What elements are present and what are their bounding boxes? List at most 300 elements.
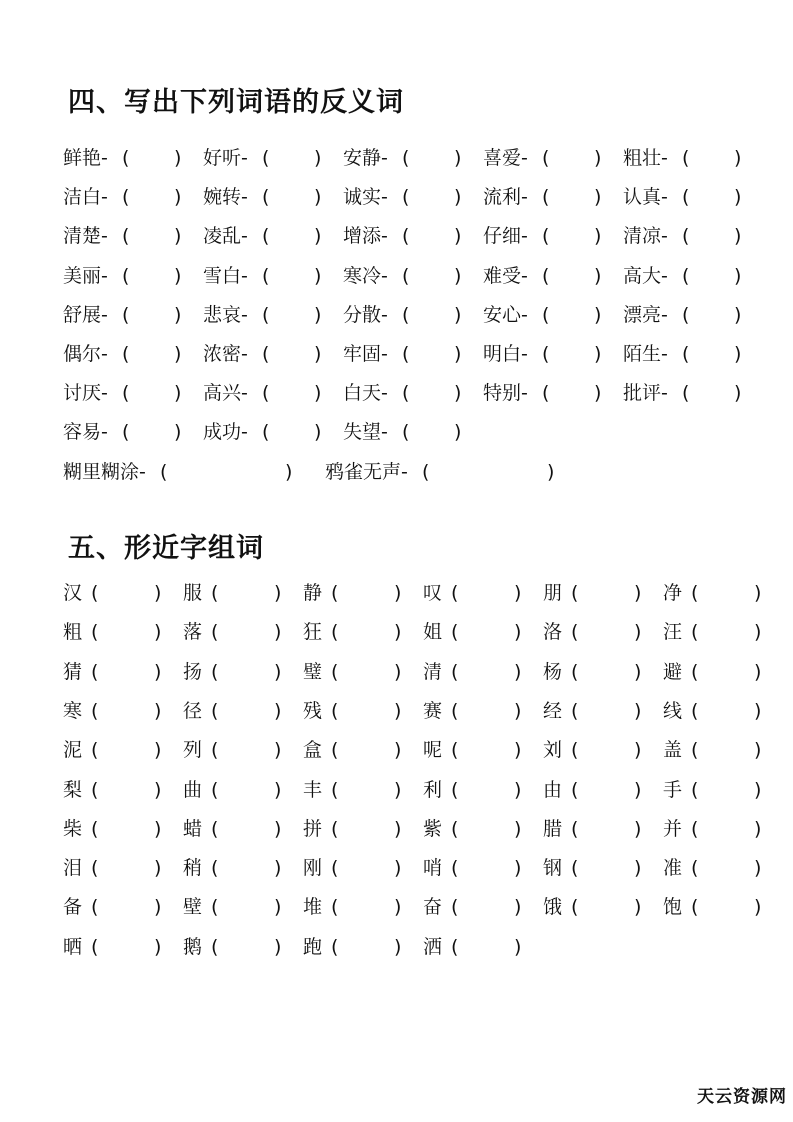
answer-blank[interactable] (465, 692, 513, 731)
antonym-word: 好听 (203, 147, 242, 169)
close-paren: ) (754, 896, 762, 919)
answer-blank[interactable] (133, 217, 173, 256)
idiom-item (325, 453, 565, 492)
answer-blank[interactable] (693, 217, 733, 256)
answer-blank[interactable] (273, 335, 313, 374)
antonym-item (203, 335, 338, 374)
open-paren: ( (211, 660, 219, 683)
close-paren: ) (754, 739, 762, 762)
close-paren: ) (394, 660, 402, 683)
close-paren: ) (734, 264, 742, 287)
answer-blank[interactable] (585, 692, 633, 731)
open-paren: ( (331, 699, 339, 722)
section-5-title: 五、形近字组词 (68, 533, 264, 564)
answer-blank[interactable] (413, 413, 453, 452)
char-item (543, 888, 658, 927)
dash: - (101, 147, 108, 169)
dash: - (661, 382, 668, 405)
antonym-item (203, 178, 338, 217)
close-paren: ) (454, 264, 462, 287)
close-paren: ) (174, 186, 182, 209)
close-paren: ) (514, 935, 522, 958)
char-item (63, 692, 178, 731)
answer-blank[interactable] (133, 335, 173, 374)
dash: - (521, 343, 528, 365)
open-paren: ( (331, 660, 339, 683)
answer-blank[interactable] (225, 888, 273, 927)
answer-blank[interactable] (553, 374, 593, 413)
character: 堆 (303, 896, 323, 919)
answer-blank[interactable] (105, 810, 153, 849)
answer-blank[interactable] (585, 771, 633, 810)
open-paren: ( (262, 421, 270, 444)
answer-blank[interactable] (553, 296, 593, 335)
close-paren: ) (274, 660, 282, 683)
open-paren: ( (691, 817, 699, 840)
open-paren: ( (91, 857, 99, 880)
character: 泥 (63, 739, 83, 762)
dash: - (381, 225, 388, 248)
close-paren: ) (734, 382, 742, 405)
answer-blank[interactable] (553, 335, 593, 374)
close-paren: ) (274, 621, 282, 644)
open-paren: ( (91, 935, 99, 958)
close-paren: ) (314, 303, 322, 326)
answer-blank[interactable] (105, 888, 153, 927)
close-paren: ) (314, 264, 322, 287)
antonym-item (343, 178, 478, 217)
dash: - (401, 460, 408, 483)
close-paren: ) (594, 264, 602, 287)
open-paren: ( (691, 660, 699, 683)
open-paren: ( (571, 621, 579, 644)
answer-blank[interactable] (273, 296, 313, 335)
antonym-item (483, 296, 618, 335)
char-item (423, 810, 538, 849)
answer-blank[interactable] (705, 613, 753, 652)
open-paren: ( (160, 460, 168, 483)
character: 净 (663, 582, 683, 604)
antonym-word: 高大 (623, 264, 662, 287)
answer-blank[interactable] (585, 731, 633, 770)
answer-blank[interactable] (413, 257, 453, 296)
open-paren: ( (262, 382, 270, 405)
open-paren: ( (331, 817, 339, 840)
close-paren: ) (734, 225, 742, 248)
open-paren: ( (402, 343, 410, 365)
character: 腊 (543, 817, 563, 840)
answer-blank[interactable] (225, 928, 273, 967)
antonym-word: 流利 (483, 186, 522, 209)
antonym-item (63, 335, 198, 374)
open-paren: ( (451, 739, 459, 762)
open-paren: ( (211, 857, 219, 880)
char-item (423, 613, 538, 652)
antonym-word: 白天 (343, 382, 382, 405)
character: 跑 (303, 935, 323, 958)
open-paren: ( (211, 699, 219, 722)
open-paren: ( (682, 186, 690, 209)
open-paren: ( (682, 303, 690, 326)
antonym-item (203, 413, 338, 452)
open-paren: ( (571, 660, 579, 683)
close-paren: ) (734, 147, 742, 169)
close-paren: ) (634, 739, 642, 762)
dash: - (521, 225, 528, 248)
character: 手 (663, 778, 683, 801)
antonym-word: 陌生 (623, 343, 662, 365)
answer-blank[interactable] (133, 139, 173, 178)
antonym-item (483, 374, 618, 413)
dash: - (381, 303, 388, 326)
antonym-item (343, 413, 478, 452)
open-paren: ( (122, 225, 130, 248)
close-paren: ) (634, 660, 642, 683)
close-paren: ) (594, 343, 602, 365)
answer-blank[interactable] (693, 374, 733, 413)
answer-blank[interactable] (585, 574, 633, 613)
open-paren: ( (682, 343, 690, 365)
close-paren: ) (314, 421, 322, 444)
antonym-word: 分散 (343, 303, 382, 326)
answer-blank[interactable] (273, 178, 313, 217)
answer-blank[interactable] (345, 613, 393, 652)
character: 杨 (543, 660, 563, 683)
answer-blank[interactable] (413, 296, 453, 335)
answer-blank[interactable] (345, 731, 393, 770)
open-paren: ( (451, 857, 459, 880)
dash: - (381, 421, 388, 444)
answer-blank[interactable] (705, 771, 753, 810)
antonym-word: 偶尔 (63, 343, 102, 365)
answer-blank[interactable] (705, 574, 753, 613)
answer-blank[interactable] (693, 139, 733, 178)
open-paren: ( (122, 147, 130, 169)
answer-blank[interactable] (345, 692, 393, 731)
open-paren: ( (571, 817, 579, 840)
answer-blank[interactable] (105, 771, 153, 810)
close-paren: ) (734, 186, 742, 209)
answer-blank[interactable] (413, 217, 453, 256)
answer-blank[interactable] (105, 731, 153, 770)
char-item (303, 888, 418, 927)
char-item (663, 888, 778, 927)
dash: - (521, 264, 528, 287)
answer-blank[interactable] (465, 888, 513, 927)
character: 径 (183, 699, 203, 722)
antonym-word: 悲哀 (203, 303, 242, 326)
answer-blank[interactable] (173, 453, 283, 492)
open-paren: ( (91, 582, 99, 604)
close-paren: ) (454, 186, 462, 209)
answer-blank[interactable] (465, 849, 513, 888)
antonym-item (623, 139, 758, 178)
antonym-item (203, 139, 338, 178)
answer-blank[interactable] (705, 731, 753, 770)
char-item (663, 771, 778, 810)
char-item (423, 771, 538, 810)
character: 汉 (63, 582, 83, 604)
antonym-word: 洁白 (63, 186, 102, 209)
answer-blank[interactable] (105, 653, 153, 692)
answer-blank[interactable] (273, 139, 313, 178)
close-paren: ) (314, 147, 322, 169)
close-paren: ) (454, 382, 462, 405)
character: 朋 (543, 582, 563, 604)
answer-blank[interactable] (225, 574, 273, 613)
antonym-item (343, 296, 478, 335)
antonym-word: 成功 (203, 421, 242, 444)
char-item (543, 849, 658, 888)
character: 拼 (303, 817, 323, 840)
close-paren: ) (154, 621, 162, 644)
dash: - (101, 382, 108, 405)
open-paren: ( (262, 303, 270, 326)
answer-blank[interactable] (345, 928, 393, 967)
answer-blank[interactable] (553, 178, 593, 217)
open-paren: ( (691, 739, 699, 762)
close-paren: ) (174, 343, 182, 365)
dash: - (241, 147, 248, 169)
answer-blank[interactable] (345, 849, 393, 888)
close-paren: ) (394, 817, 402, 840)
answer-blank[interactable] (105, 928, 153, 967)
answer-blank[interactable] (225, 771, 273, 810)
character: 姐 (423, 621, 443, 644)
antonym-word: 特别 (483, 382, 522, 405)
open-paren: ( (331, 739, 339, 762)
answer-blank[interactable] (585, 653, 633, 692)
answer-blank[interactable] (705, 653, 753, 692)
answer-blank[interactable] (553, 257, 593, 296)
answer-blank[interactable] (105, 574, 153, 613)
answer-blank[interactable] (225, 653, 273, 692)
antonym-item (343, 139, 478, 178)
open-paren: ( (122, 264, 130, 287)
antonym-word: 鲜艳 (63, 147, 102, 169)
answer-blank[interactable] (705, 849, 753, 888)
section-4-title: 四、写出下列词语的反义词 (68, 87, 404, 118)
watermark-text: 天云资源网 (697, 1087, 787, 1107)
antonym-item (63, 296, 198, 335)
char-item (183, 849, 298, 888)
character: 残 (303, 699, 323, 722)
antonym-word: 安心 (483, 303, 522, 326)
close-paren: ) (314, 225, 322, 248)
open-paren: ( (542, 264, 550, 287)
open-paren: ( (331, 857, 339, 880)
close-paren: ) (154, 699, 162, 722)
answer-blank[interactable] (553, 217, 593, 256)
answer-blank[interactable] (225, 692, 273, 731)
character: 寒 (63, 699, 83, 722)
open-paren: ( (122, 421, 130, 444)
antonym-word: 明白 (483, 343, 522, 365)
answer-blank[interactable] (105, 849, 153, 888)
char-item (183, 653, 298, 692)
answer-blank[interactable] (465, 810, 513, 849)
answer-blank[interactable] (133, 374, 173, 413)
close-paren: ) (154, 582, 162, 604)
answer-blank[interactable] (465, 574, 513, 613)
answer-blank[interactable] (225, 731, 273, 770)
answer-blank[interactable] (105, 692, 153, 731)
answer-blank[interactable] (105, 613, 153, 652)
open-paren: ( (682, 225, 690, 248)
answer-blank[interactable] (465, 613, 513, 652)
answer-blank[interactable] (225, 810, 273, 849)
dash: - (241, 264, 248, 287)
close-paren: ) (174, 421, 182, 444)
answer-blank[interactable] (345, 888, 393, 927)
close-paren: ) (634, 817, 642, 840)
answer-blank[interactable] (133, 296, 173, 335)
antonym-word: 漂亮 (623, 303, 662, 326)
open-paren: ( (211, 739, 219, 762)
close-paren: ) (634, 778, 642, 801)
answer-blank[interactable] (273, 374, 313, 413)
answer-blank[interactable] (705, 888, 753, 927)
open-paren: ( (571, 582, 579, 604)
answer-blank[interactable] (465, 653, 513, 692)
close-paren: ) (454, 303, 462, 326)
answer-blank[interactable] (465, 771, 513, 810)
character: 汪 (663, 621, 683, 644)
open-paren: ( (402, 264, 410, 287)
answer-blank[interactable] (465, 928, 513, 967)
open-paren: ( (571, 699, 579, 722)
idiom-word: 糊里糊涂 (63, 460, 140, 483)
answer-blank[interactable] (225, 613, 273, 652)
close-paren: ) (734, 343, 742, 365)
answer-blank[interactable] (705, 810, 753, 849)
character: 狂 (303, 621, 323, 644)
answer-blank[interactable] (693, 296, 733, 335)
open-paren: ( (691, 582, 699, 604)
answer-blank[interactable] (585, 613, 633, 652)
close-paren: ) (274, 699, 282, 722)
close-paren: ) (394, 857, 402, 880)
answer-blank[interactable] (345, 653, 393, 692)
antonym-item (203, 217, 338, 256)
answer-blank[interactable] (133, 413, 173, 452)
character: 利 (423, 778, 443, 801)
answer-blank[interactable] (273, 217, 313, 256)
dash: - (521, 147, 528, 169)
answer-blank[interactable] (413, 335, 453, 374)
antonym-word: 凌乱 (203, 225, 242, 248)
open-paren: ( (262, 186, 270, 209)
char-item (303, 771, 418, 810)
close-paren: ) (454, 343, 462, 365)
answer-blank[interactable] (705, 692, 753, 731)
antonym-word: 清凉 (623, 225, 662, 248)
close-paren: ) (594, 382, 602, 405)
open-paren: ( (542, 147, 550, 169)
answer-blank[interactable] (133, 178, 173, 217)
answer-blank[interactable] (693, 257, 733, 296)
close-paren: ) (285, 460, 293, 483)
open-paren: ( (542, 343, 550, 365)
answer-blank[interactable] (553, 139, 593, 178)
open-paren: ( (331, 896, 339, 919)
answer-blank[interactable] (435, 453, 545, 492)
answer-blank[interactable] (345, 810, 393, 849)
open-paren: ( (571, 896, 579, 919)
antonym-word: 舒展 (63, 303, 102, 326)
open-paren: ( (262, 343, 270, 365)
antonym-item (623, 374, 758, 413)
answer-blank[interactable] (345, 771, 393, 810)
close-paren: ) (394, 739, 402, 762)
open-paren: ( (211, 621, 219, 644)
character: 由 (543, 778, 563, 801)
antonym-item (63, 178, 198, 217)
open-paren: ( (542, 382, 550, 405)
close-paren: ) (394, 621, 402, 644)
open-paren: ( (682, 264, 690, 287)
open-paren: ( (402, 225, 410, 248)
dash: - (101, 303, 108, 326)
answer-blank[interactable] (225, 849, 273, 888)
char-item (543, 613, 658, 652)
open-paren: ( (91, 778, 99, 801)
answer-blank[interactable] (133, 257, 173, 296)
close-paren: ) (174, 147, 182, 169)
char-item (183, 771, 298, 810)
close-paren: ) (514, 699, 522, 722)
close-paren: ) (394, 778, 402, 801)
close-paren: ) (634, 896, 642, 919)
open-paren: ( (422, 460, 430, 483)
character: 盖 (663, 739, 683, 762)
dash: - (101, 264, 108, 287)
answer-blank[interactable] (585, 849, 633, 888)
answer-blank[interactable] (693, 335, 733, 374)
char-item (63, 613, 178, 652)
character: 稍 (183, 857, 203, 880)
antonym-item (483, 217, 618, 256)
answer-blank[interactable] (585, 810, 633, 849)
answer-blank[interactable] (465, 731, 513, 770)
close-paren: ) (634, 621, 642, 644)
dash: - (241, 421, 248, 444)
answer-blank[interactable] (585, 888, 633, 927)
close-paren: ) (514, 621, 522, 644)
close-paren: ) (314, 186, 322, 209)
dash: - (381, 264, 388, 287)
character: 线 (663, 699, 683, 722)
char-item (303, 928, 418, 967)
character: 粗 (63, 621, 83, 644)
answer-blank[interactable] (345, 574, 393, 613)
close-paren: ) (274, 778, 282, 801)
dash: - (101, 421, 108, 444)
close-paren: ) (514, 896, 522, 919)
antonym-item (203, 296, 338, 335)
character: 叹 (423, 582, 443, 604)
answer-blank[interactable] (273, 257, 313, 296)
answer-blank[interactable] (273, 413, 313, 452)
answer-blank[interactable] (413, 374, 453, 413)
answer-blank[interactable] (413, 139, 453, 178)
open-paren: ( (402, 186, 410, 209)
answer-blank[interactable] (693, 178, 733, 217)
dash: - (101, 186, 108, 209)
dash: - (241, 303, 248, 326)
answer-blank[interactable] (413, 178, 453, 217)
char-item (303, 692, 418, 731)
